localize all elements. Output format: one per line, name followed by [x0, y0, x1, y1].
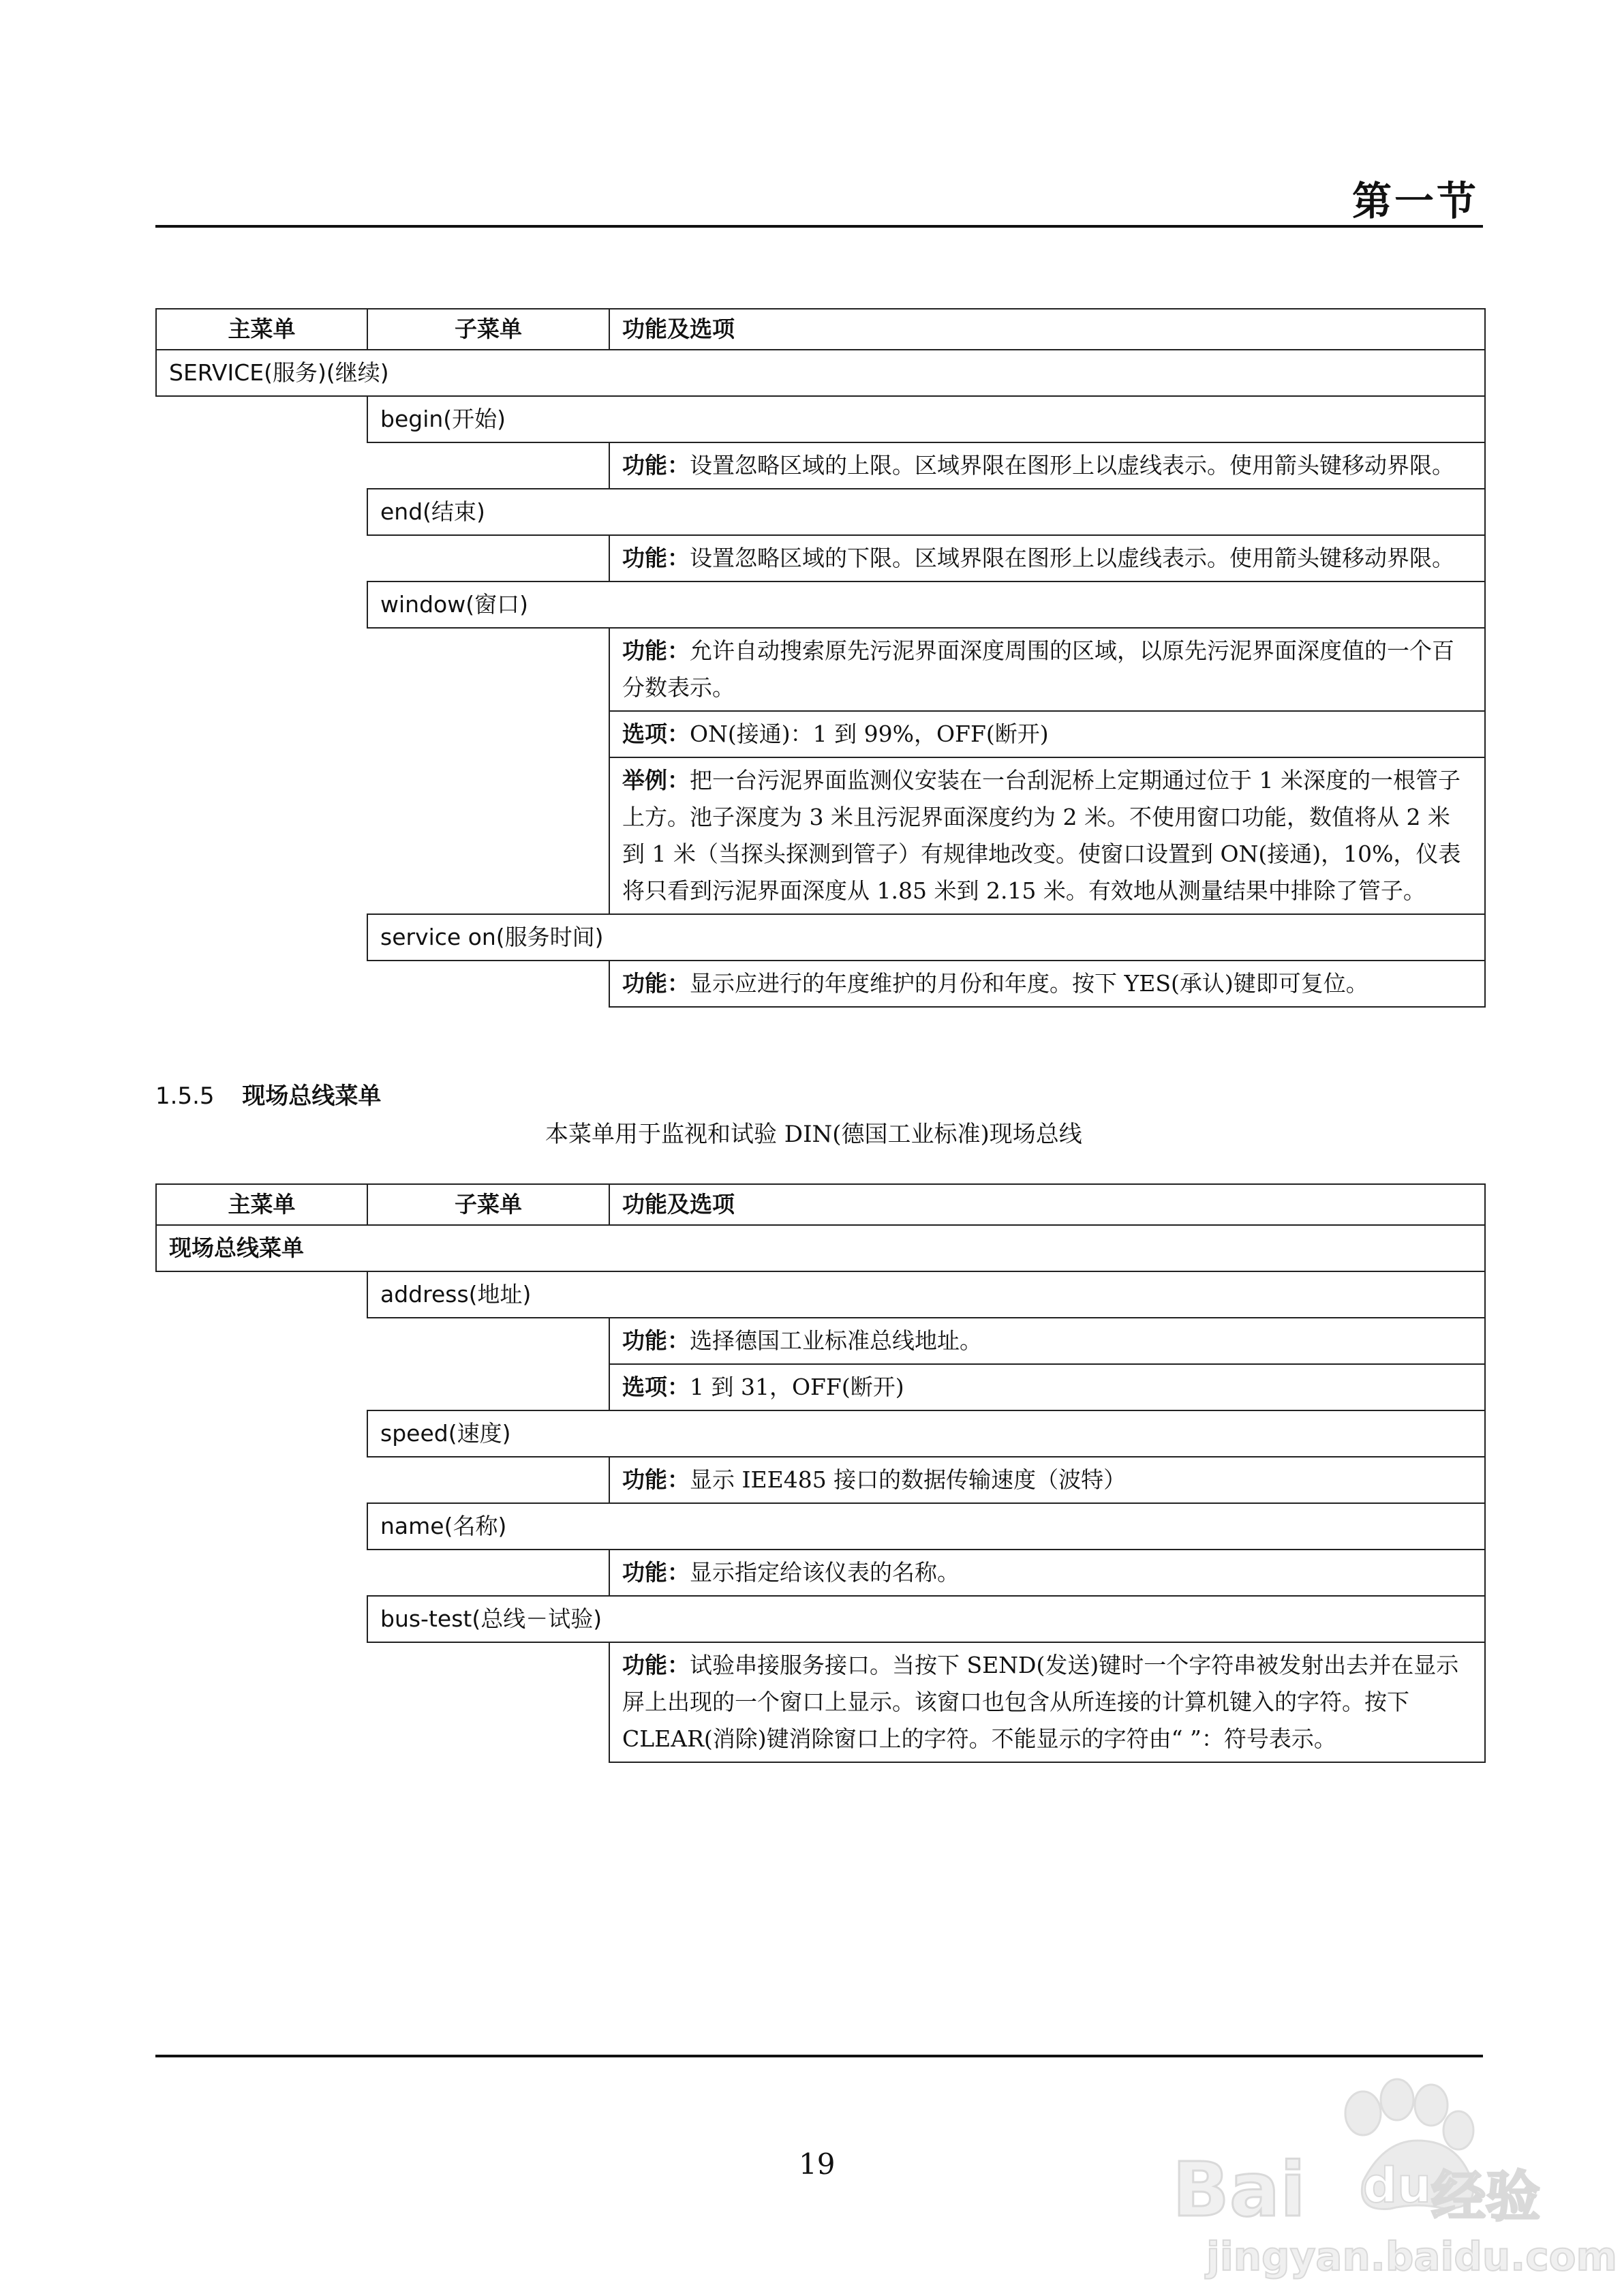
submenu-address: address(地址) [367, 1271, 1485, 1318]
desc-service-on-function: 功能：显示应进行的年度维护的月份和年度。按下 YES(承认)键即可复位。 [609, 961, 1485, 1007]
col-header-function: 功能及选项 [609, 1184, 1485, 1225]
main-menu-row [156, 1225, 1485, 1271]
section-intro: 本菜单用于监视和试验 DIN(德国工业标准)现场总线 [545, 1121, 1082, 1148]
section-heading [155, 1077, 381, 1111]
submenu-end: end(结束) [367, 489, 1485, 535]
desc-begin-function: 功能：设置忽略区域的上限。区域界限在图形上以虚线表示。使用箭头键移动界限。 [609, 442, 1485, 489]
desc-row [156, 757, 1485, 914]
submenu-service-on: service on(服务时间) [367, 914, 1485, 961]
col-header-main-menu: 主菜单 [156, 309, 367, 350]
header-rule [155, 225, 1483, 228]
desc-row [156, 1318, 1485, 1364]
submenu-begin: begin(开始) [367, 396, 1485, 442]
main-menu-fieldbus: 现场总线菜单 [156, 1225, 1485, 1271]
submenu-speed: speed(速度) [367, 1410, 1485, 1457]
submenu-window: window(窗口) [367, 581, 1485, 628]
service-menu-table [155, 308, 1486, 1008]
desc-row [156, 628, 1485, 711]
desc-address-function: 功能：选择德国工业标准总线地址。 [609, 1318, 1485, 1364]
submenu-row [156, 1410, 1485, 1457]
desc-row [156, 961, 1485, 1007]
desc-row [156, 535, 1485, 581]
svg-text:Bai: Bai [1172, 2146, 1306, 2233]
desc-window-function: 功能：允许自动搜索原先污泥界面深度周围的区域，以原先污泥界面深度值的一个百分数表示。 [609, 628, 1485, 711]
submenu-row [156, 1503, 1485, 1550]
main-menu-row [156, 350, 1485, 396]
col-header-main-menu: 主菜单 [156, 1184, 367, 1225]
desc-window-example: 举例：把一台污泥界面监测仪安装在一台刮泥桥上定期通过位于 1 米深度的一根管子上方。池子深度为 3 米且污泥界面深度约为 2 米。不使用窗口功能，数值将从 2 米到 1 米（当探头探测到管子）有规律地改变。使窗口设置到 ON(接通)，10%，仪表将只看到污泥界面深度从 1.85 米到 2.15 米。有效地从测量结果中排除了管子。 [609, 757, 1485, 914]
svg-text:经验: 经验 [1431, 2165, 1540, 2229]
baidu-jingyan-watermark [1159, 2066, 1617, 2284]
desc-row [156, 442, 1485, 489]
svg-text:du: du [1363, 2158, 1431, 2214]
submenu-name: name(名称) [367, 1503, 1485, 1550]
col-header-submenu: 子菜单 [367, 1184, 609, 1225]
table-header-row [156, 309, 1485, 350]
desc-row [156, 1457, 1485, 1503]
submenu-bus-test: bus-test(总线－试验) [367, 1596, 1485, 1642]
page-number: 19 [799, 2147, 836, 2181]
col-header-submenu: 子菜单 [367, 309, 609, 350]
desc-window-options: 选项：ON(接通)：1 到 99%，OFF(断开) [609, 711, 1485, 757]
desc-name-function: 功能：显示指定给该仪表的名称。 [609, 1550, 1485, 1596]
section-title-text: 现场总线菜单 [242, 1083, 382, 1110]
submenu-row [156, 1271, 1485, 1318]
svg-text:jingyan.baidu.com: jingyan.baidu.com [1206, 2233, 1617, 2280]
submenu-row [156, 489, 1485, 535]
main-menu-service: SERVICE(服务)(继续) [156, 350, 1485, 396]
desc-row [156, 1550, 1485, 1596]
desc-address-options: 选项：1 到 31，OFF(断开) [609, 1364, 1485, 1410]
desc-end-function: 功能：设置忽略区域的下限。区域界限在图形上以虚线表示。使用箭头键移动界限。 [609, 535, 1485, 581]
submenu-row [156, 1596, 1485, 1642]
submenu-row [156, 396, 1485, 442]
submenu-row [156, 914, 1485, 961]
desc-row [156, 1642, 1485, 1762]
desc-bus-test-function: 功能：试验串接服务接口。当按下 SEND(发送)键时一个字符串被发射出去并在显示屏上出现的一个窗口上显示。该窗口也包含从所连接的计算机键入的字符。按下 CLEAR(消除)键消除窗口上的字符。不能显示的字符由“ ”：符号表示。 [609, 1642, 1485, 1762]
table-header-row [156, 1184, 1485, 1225]
section-title: 第一节 [1351, 178, 1479, 224]
footer-rule [155, 2055, 1483, 2057]
submenu-row [156, 581, 1485, 628]
desc-row [156, 711, 1485, 757]
desc-speed-function: 功能：显示 IEE485 接口的数据传输速度（波特） [609, 1457, 1485, 1503]
fieldbus-menu-table [155, 1183, 1486, 1763]
col-header-function: 功能及选项 [609, 309, 1485, 350]
section-number: 1.5.5 [155, 1083, 215, 1110]
desc-row [156, 1364, 1485, 1410]
